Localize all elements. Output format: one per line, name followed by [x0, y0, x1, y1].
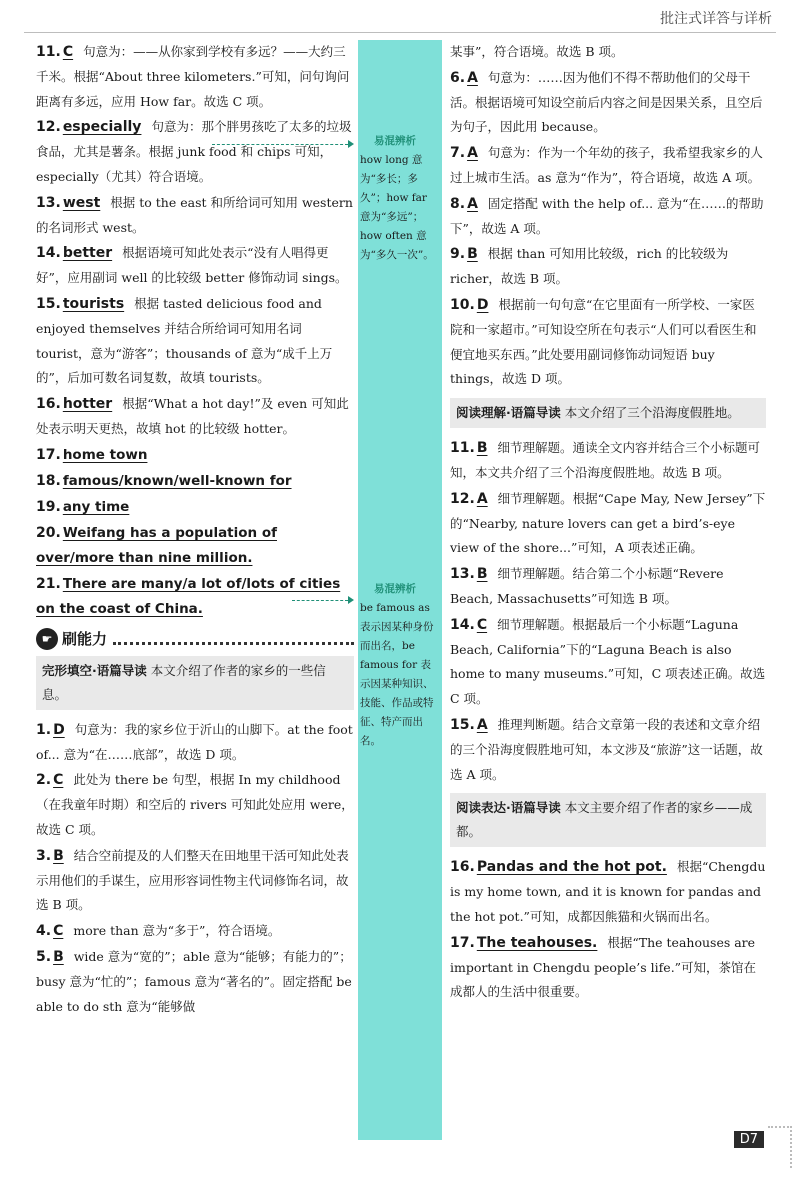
- answer-item: [450, 436, 766, 486]
- item-explanation: 句意为：那个胖男孩吃了太多的垃圾食品，尤其是薯条。根据 junk food 和 chips 可知，especially（尤其）符合语境。: [36, 119, 352, 184]
- item-answer: B: [53, 847, 64, 864]
- reading-guide-title: 阅读理解·语篇导读: [456, 405, 561, 421]
- item-answer: any time: [62, 498, 130, 515]
- item-explanation: wide 意为“宽的”；able 意为“能够；有能力的”；busy 意为“忙的”；famous 意为“著名的”。固定搭配 be able to do sth 意为“能够做: [36, 948, 352, 1014]
- answer-item: [36, 919, 354, 944]
- side-note-title: 易混辨析: [374, 135, 416, 147]
- item-number: 16.: [36, 396, 61, 413]
- item-answer: Weifang has a population of over/more than nine million.: [36, 524, 277, 566]
- item-number: 21.: [36, 575, 61, 592]
- item-explanation: 根据语境可知此处表示“没有人唱得更好”，应用副词 well 的比较级 better 修饰动词 sings。: [36, 245, 348, 286]
- item-number: 20.: [36, 524, 61, 541]
- item-explanation: 细节理解题。通读全文内容并结合三个小标题可知，本文共介绍了三个沿海度假胜地。故选 B 项。: [450, 440, 760, 480]
- item-number: 19.: [36, 498, 61, 515]
- answer-item: [450, 242, 766, 292]
- right-column: [450, 40, 766, 1006]
- item-number: 11.: [450, 440, 475, 457]
- item-answer: B: [467, 246, 478, 263]
- item-answer: B: [476, 440, 488, 457]
- answer-item: [450, 562, 766, 612]
- item-explanation: 根据“The teahouses are important in Chengdu people’s life.”可知，茶馆在成都人的生活中很重要。: [450, 934, 757, 1000]
- answer-item: [36, 115, 354, 189]
- item-answer: hotter: [62, 396, 113, 413]
- answer-item: [36, 768, 354, 842]
- answer-item: [450, 40, 766, 65]
- answer-item: [450, 66, 766, 140]
- item-number: 17.: [450, 934, 475, 951]
- answer-item: [36, 572, 354, 622]
- item-number: 15.: [36, 295, 61, 312]
- side-note-1: [360, 132, 440, 265]
- item-explanation: 句意为：……因为他们不得不帮助他们的父母干活。根据语境可知设空前后内容之间是因果关系，且空后为句子，因此用 because。: [450, 69, 763, 135]
- page-number: D7: [734, 1131, 764, 1148]
- item-answer: A: [476, 490, 488, 507]
- reading-guide-text: 本文介绍了三个沿海度假胜地。: [564, 405, 740, 421]
- item-number: 14.: [36, 245, 61, 262]
- item-explanation: 根据前一句句意“在它里面有一所学校、一家医院和一家超市。”可知设空所在句表示“人们可以看医生和便宜地买东西。”此处要用副词修饰动词短语 buy things，故选 D 项。: [450, 296, 757, 387]
- answer-item: [36, 392, 354, 442]
- item-number: 2.: [36, 772, 52, 789]
- hand-icon: ☛: [36, 628, 58, 650]
- answer-item: [36, 495, 354, 520]
- item-answer: B: [53, 948, 64, 965]
- answer-item: [36, 521, 354, 571]
- item-answer: tourists: [62, 295, 125, 312]
- item-number: 8.: [450, 195, 466, 212]
- page-corner-dots: [768, 1126, 792, 1168]
- express-guide-box: [450, 793, 766, 847]
- item-answer: A: [467, 195, 478, 212]
- item-number: 9.: [450, 246, 466, 263]
- item-explanation: 推理判断题。结合文章第一段的表述和文章介绍的三个沿海度假胜地可知，本文涉及“旅游”这一话题，故选 A 项。: [450, 716, 763, 782]
- answer-item: [36, 469, 354, 494]
- answer-item: [36, 40, 354, 114]
- item-number: 7.: [450, 145, 466, 162]
- item-explanation: 此处为 there be 句型，根据 In my childhood（在我童年时期）和空后的 rivers 可知此处应用 were，故选 C 项。: [36, 772, 354, 837]
- item-answer: There are many/a lot of/lots of cities on the coast of China.: [36, 575, 341, 617]
- item-number: 15.: [450, 716, 475, 733]
- item-answer: better: [62, 245, 113, 262]
- section-title: 刷能力: [62, 630, 108, 649]
- answer-item: [450, 141, 766, 191]
- cloze-guide-title: 完形填空·语篇导读: [42, 662, 147, 678]
- item-explanation: 句意为：我的家乡位于沂山的山脚下。at the foot of... 意为“在……底部”，故选 D 项。: [36, 721, 353, 762]
- item-number: 12.: [450, 490, 475, 507]
- left-column: [36, 40, 354, 1020]
- answer-item: [450, 613, 766, 712]
- item-answer: especially: [62, 119, 142, 136]
- side-note-text: be famous as 表示因某种身份而出名，be famous for 表示因某种知识、技能、作品或特征、特产而出名。: [360, 602, 434, 747]
- answer-item: [450, 931, 766, 1005]
- item-answer: C: [62, 44, 74, 60]
- answer-item: [450, 855, 766, 929]
- item-number: 13.: [36, 194, 61, 211]
- answer-item: [36, 443, 354, 468]
- item-number: 13.: [450, 566, 475, 583]
- item-explanation: 细节理解题。根据“Cape May, New Jersey”下的“Nearby, nature lovers can get a bird’s-eye view of the shore...”可知，A 项表述正确。: [450, 490, 766, 556]
- item-explanation: 根据 tasted delicious food and enjoyed themselves 并结合所给词可知用名词 tourist，意为“游客”；thousands of 意为“成千上万的”，后加可数名词复数，故填 tourists。: [36, 295, 333, 386]
- item-explanation: more than 意为“多于”，符合语境。: [73, 923, 281, 939]
- item-number: 10.: [450, 296, 475, 313]
- answer-item: [450, 713, 766, 787]
- answer-item: [450, 487, 766, 561]
- item-explanation: 细节理解题。根据最后一个小标题“Laguna Beach, California”下的“Laguna Beach is also home to many museums.”可知，C 项表述正确。故选 C 项。: [450, 616, 766, 707]
- item-explanation: 句意为：作为一个年幼的孩子，我希望我家乡的人过上城市生活。as 意为“作为”，符合语境，故选 A 项。: [450, 145, 763, 185]
- item-answer: Pandas and the hot pot.: [476, 859, 667, 876]
- item-explanation: 根据“What a hot day!”及 even 可知此处表示明天更热，故填 hot 的比较级 hotter。: [36, 396, 349, 436]
- answer-item: [36, 718, 354, 768]
- answer-item: [36, 292, 354, 391]
- side-note-title: 易混辨析: [374, 583, 416, 595]
- item-answer: famous/known/well-known for: [62, 472, 292, 489]
- item-explanation: 固定搭配 with the help of... 意为“在……的帮助下”，故选 A 项。: [450, 195, 764, 236]
- item-number: 12.: [36, 119, 61, 136]
- item-answer: A: [476, 716, 488, 733]
- item-number: 11.: [36, 44, 61, 60]
- item-number: 14.: [450, 616, 475, 633]
- item-number: 1.: [36, 721, 52, 738]
- item-answer: C: [53, 772, 64, 789]
- item-number: 4.: [36, 923, 52, 940]
- dotted-rule: [113, 632, 354, 645]
- item-answer: The teahouses.: [476, 934, 598, 951]
- item-explanation: 某事”，符合语境。故选 B 项。: [450, 44, 624, 59]
- answer-item: [450, 192, 766, 242]
- item-number: 5.: [36, 948, 52, 965]
- header-title: 批注式详答与详析: [660, 11, 772, 27]
- side-note-text: how long 意为“多长；多久”；how far 意为“多远”；how often 意为“多久一次”。: [360, 154, 434, 261]
- item-number: 6.: [450, 69, 466, 86]
- header-divider: [24, 32, 776, 33]
- answer-item: [36, 241, 354, 291]
- item-answer: D: [53, 721, 65, 738]
- answer-item: [36, 844, 354, 918]
- item-answer: B: [476, 566, 488, 583]
- item-answer: west: [62, 194, 101, 211]
- item-explanation: 细节理解题。结合第二个小标题“Revere Beach, Massachusetts”可知选 B 项。: [450, 566, 724, 606]
- item-answer: A: [467, 145, 478, 162]
- answer-item: [36, 945, 354, 1019]
- item-number: 17.: [36, 446, 61, 463]
- side-note-2: [360, 580, 440, 751]
- item-answer: D: [476, 296, 489, 313]
- express-guide-text: 本文主要介绍了作者的家乡——成都。: [456, 800, 753, 840]
- item-explanation: 根据“Chengdu is my home town, and it is known for pandas and the hot pot.”可知，成都因熊猫和火锅而出名。: [450, 859, 766, 924]
- item-explanation: 根据 than 可知用比较级，rich 的比较级为 richer，故选 B 项。: [450, 246, 729, 287]
- cloze-guide-text: 本文介绍了作者的家乡的一些信息。: [42, 662, 326, 702]
- answer-item: [450, 293, 766, 392]
- item-explanation: 根据 to the east 和所给词可知用 western 的名词形式 west。: [36, 194, 353, 235]
- reading-guide-box: [450, 398, 766, 428]
- item-answer: C: [53, 923, 64, 940]
- item-answer: A: [467, 69, 478, 86]
- section-heading: [36, 628, 354, 650]
- item-answer: C: [476, 616, 488, 633]
- item-number: 18.: [36, 472, 61, 489]
- item-explanation: 句意为：——从你家到学校有多远？——大约三千米。根据“About three kilometers.”可知，问句询问距离有多远，应用 How far。故选 C 项。: [36, 44, 350, 109]
- item-explanation: 结合空前提及的人们整天在田地里干活可知此处表示用他们的手谋生，应用形容词性物主代词修饰名词，故选 B 项。: [36, 847, 349, 913]
- item-number: 16.: [450, 859, 475, 876]
- item-number: 3.: [36, 847, 52, 864]
- express-guide-title: 阅读表达·语篇导读: [456, 800, 561, 816]
- answer-item: [36, 191, 354, 241]
- item-answer: home town: [62, 446, 148, 463]
- cloze-guide-box: [36, 656, 354, 710]
